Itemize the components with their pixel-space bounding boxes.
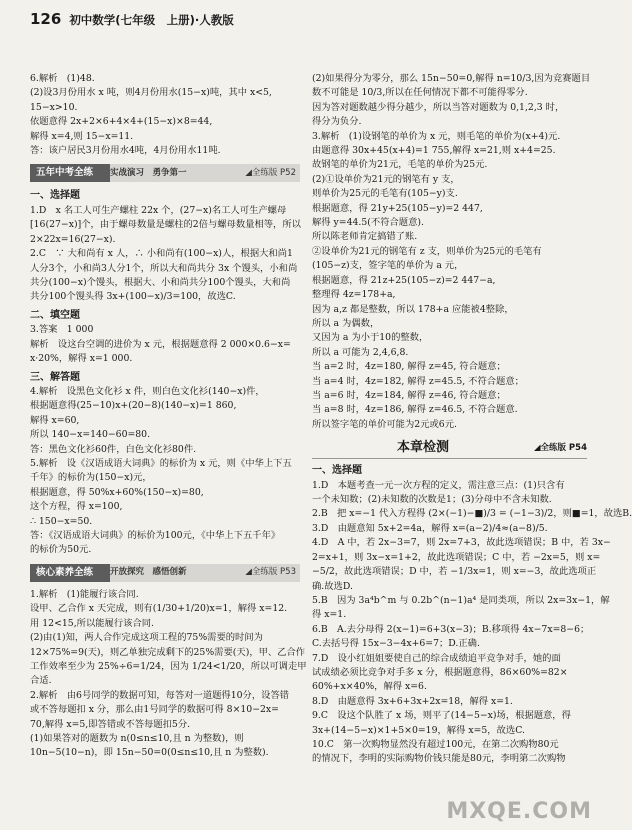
answer-block-continued <box>312 72 591 432</box>
text-line: 得 x=1. <box>312 609 347 621</box>
text-line: 4.D A 中，若 2x−3=7，则 2x=7+3，故此选项错误；B 中，若 3x− <box>312 537 611 549</box>
text-line: ②设单价为21元的钢笔有 z 支，则单价为25元的毛笔有 <box>312 245 542 257</box>
page-number: 126 <box>30 10 62 28</box>
text-line: 设甲、乙合作 x 天完成，则有(1/30+1/20)x=1，解得 x=12. <box>30 603 288 615</box>
text-line: 所以签字笔的单价可能为2元或6元. <box>312 418 457 430</box>
text-line: (1)如果答对的题数为 n(0≤n≤10,且 n 为整数)，则 <box>30 732 244 744</box>
text-line: x·20%，解得 x=1 000. <box>30 353 133 365</box>
text-line: 当 a=4 时，4z=182, 解得 z=45.5, 不符合题意； <box>312 375 524 387</box>
answer-block-core <box>30 588 307 761</box>
text-line: 4.解析 设黑色文化衫 x 件，则白色文化衫(140−x)件， <box>30 386 265 397</box>
text-line: ∴ 150−x=50. <box>30 515 93 527</box>
text-line: 根据题意得(25−10)x+(20−8)(140−x)=1 860, <box>30 400 237 412</box>
section-heading: 一、选择题 <box>312 465 362 477</box>
text-line: 所以 a 为偶数， <box>312 317 380 329</box>
text-line: 根据题意，得 21z+25(105−z)=2 447−a, <box>312 274 496 286</box>
text-line: 2×22x=16(27−x). <box>30 233 116 245</box>
text-line: 6.B A.去分母得 2(x−1)=6+3(x−3)；B.移项得 4x−7x=8−6； <box>312 623 590 635</box>
text-line: 3.答案 1 000 <box>30 324 94 336</box>
text-line: 的情况下，李明的实际购物价钱只能是80元，李明第二次购物 <box>312 753 566 765</box>
left-column <box>30 72 307 761</box>
text-line: 所以 140−x=140−60=80. <box>30 429 151 441</box>
text-line: 1.D 本题考查一元一次方程的定义，需注意三点：(1)只含有 <box>312 479 565 491</box>
text-line: 解析 设这台空调的进价为 x 元，根据题意得 2 000×0.6−x= <box>30 338 291 350</box>
text-line: 故钢笔的单价为21元，毛笔的单价为25元. <box>312 159 488 171</box>
text-line: 1.解析 (1)能履行该合同. <box>30 588 139 600</box>
text-line: 8.D 由题意得 3x+6+3x+2x=18，解得 x=1. <box>312 695 513 707</box>
text-line: 又因为 a 为小于10的整数， <box>312 332 429 344</box>
chapter-test-heading <box>312 438 587 459</box>
text-line: 解得 x=60, <box>30 414 80 426</box>
text-line: 数不可能是 10/3,所以在任何情况下都不可能得零分. <box>312 87 528 99</box>
section-banner-core-literacy <box>30 564 300 582</box>
answer-block-solve <box>30 385 300 558</box>
text-line: 当 a=2 时，4z=180, 解得 z=45, 符合题意； <box>312 361 506 373</box>
text-line: 2.B 把 x=−1 代入方程得 (2×(−1)−■)/3 = (−1−3)/2，则■=1，故选B. <box>312 508 632 520</box>
text-line: 所以 a 可能为 2,4,6,8. <box>312 346 409 358</box>
banner-page-ref: ◢全练版 P53 <box>245 567 296 578</box>
text-line: −5/2，故此选项错误；D 中，若 −1/3x=1，则 x=−3，故此选项正 <box>312 566 597 578</box>
text-line: 合适. <box>30 675 52 687</box>
text-line: 答：该户居民3月份用水4吨，4月份用水11吨. <box>30 145 221 157</box>
text-line: 因为 a,z 都是整数，所以 178+a 应能被4整除， <box>312 303 514 315</box>
text-line: 解得 y=44.5(不符合题意). <box>312 217 424 229</box>
answer-block-6 <box>30 72 300 158</box>
chapter-page-ref: ◢全练版 P54 <box>533 442 587 453</box>
text-line: 7.D 设小红姐姐要使自己的综合成绩追平竞争对手，她的面 <box>312 652 561 664</box>
text-line: 共分100个馒头得 3x+(100−x)/3=100，故选C. <box>30 291 236 303</box>
text-line: (2)①设单价为21元的钢笔有 y 支， <box>312 173 460 185</box>
text-line: (2)由(1)知，两人合作完成这项工程的75%需要的时间为 <box>30 632 263 644</box>
right-column <box>312 72 632 767</box>
chapter-title: 本章检测 <box>396 440 449 456</box>
text-line: 10.C 第一次购物显然没有超过100元，在第二次购物80元 <box>312 738 559 750</box>
text-line: 解得 x=4,则 15−x=11. <box>30 130 134 142</box>
text-line: 根据题意，得 50%x+60%(150−x)=80, <box>30 486 204 498</box>
text-line: 这个方程，得 x=100, <box>30 501 123 513</box>
text-line: 因为答对题数越少得分越少，所以当答对题数为 0,1,2,3 时， <box>312 101 565 113</box>
text-line: 10n−5(10−n)，即 15n−50=0(0≤n≤10,且 n 为整数). <box>30 747 269 759</box>
text-line: 则单价为25元的毛笔有(105−y)支. <box>312 188 458 200</box>
text-line: 依题意得 2x+2×6+4×4+(15−x)×8=44, <box>30 116 213 128</box>
text-line: 一个未知数；(2)未知数的次数是1；(3)分母中不含未知数. <box>312 494 552 506</box>
text-line: 2.C ∵ 大和尚有 x 人，∴ 小和尚有(100−x)人，根据大和尚1 <box>30 248 293 260</box>
text-line: 得分为负分. <box>312 116 362 128</box>
text-line: (2)如果得分为零分，那么 15n−50=0,解得 n=10/3,因为竞赛题目 <box>312 73 591 84</box>
text-line: 确.故选D. <box>312 580 353 592</box>
text-line: 3.D 由题意知 5x+2=4a，解得 x=(a−2)/4≈(a−8)/5. <box>312 522 548 534</box>
banner-subtitle: 开放探究 感悟创新 <box>110 567 187 578</box>
text-line: 人分3个，小和尚3人分1个，所以大和尚共分 3x 个馒头，小和尚 <box>30 262 298 274</box>
text-line: 由题意得 30x+45(x+4)=1 755,解得 x=21,则 x+4=25. <box>312 145 556 157</box>
text-line: 试成绩必须比竞争对手多 x 分，根据题意得，86×60%=82× <box>312 666 568 678</box>
text-line: 工作效率至少为 25%÷6=1/24，因为 1/24<1/20，所以可调走甲 <box>30 660 307 672</box>
text-line: 9.C 设这个队胜了 x 场，则平了(14−5−x)场，根据题意，得 <box>312 710 571 722</box>
text-line: 当 a=6 时，4z=184, 解得 z=46, 符合题意； <box>312 389 506 401</box>
banner-title: 核心素养全练 <box>36 566 94 578</box>
text-line: 整理得 4z=178+a, <box>312 289 396 301</box>
text-line: 5.B 因为 3a⁴b^m 与 0.2b^(n−1)a⁴ 是同类项，所以 2x=3x−1，解 <box>312 594 610 606</box>
text-line: 当 a=8 时，4z=186, 解得 z=46.5, 不符合题意. <box>312 404 518 416</box>
banner-subtitle: 实战演习 勇争第一 <box>110 167 187 178</box>
text-line: 的标价为50元. <box>30 544 92 556</box>
text-line: 3.解析 (1)设钢笔的单价为 x 元，则毛笔的单价为(x+4)元. <box>312 130 561 142</box>
answer-block-choice <box>30 204 300 305</box>
text-line: 答：《汉语成语大词典》的标价为100元，《中华上下五千年》 <box>30 530 281 542</box>
text-line: 答：黑色文化衫60件，白色文化衫80件. <box>30 443 197 455</box>
text-line: 12×75%=9(天)，则乙单独完成剩下的25%需要(天)，甲、乙合作 <box>30 646 306 658</box>
text-line: 或不答每题扣 x 分，那么由1号同学的数据可得 8×10−2x= <box>30 704 279 716</box>
text-line: 2.解析 由6号同学的数据可知，每答对一道题得10分，设答错 <box>30 689 290 701</box>
text-line: 60%+x×40%，解得 x=6. <box>312 681 427 693</box>
text-line: 5.解析 设《汉语成语大词典》的标价为 x 元，则《中华上下五 <box>30 458 292 470</box>
text-line: 15−x>10. <box>30 101 78 113</box>
section-heading: 三、解答题 <box>30 371 80 383</box>
section-heading: 二、填空题 <box>30 309 80 321</box>
text-line: 所以陈老师肯定搞错了账. <box>312 231 418 243</box>
text-line: 6.解析 (1)48. <box>30 73 95 84</box>
answer-block-chapter-test <box>312 479 632 767</box>
page-header <box>30 10 590 32</box>
text-line: (2)设3月份用水 x 吨，则4月份用水(15−x)吨，其中 x<5, <box>30 87 272 99</box>
section-heading: 一、选择题 <box>30 190 80 202</box>
text-line: 70,解得 x=5,即答错或不答每题扣5分. <box>30 718 191 730</box>
banner-title: 五年中考全练 <box>36 167 94 179</box>
text-line: 根据题意，得 21y+25(105−y)=2 447, <box>312 202 483 214</box>
text-line: 千年》的标价为(150−x)元， <box>30 472 152 484</box>
text-line: 共分(100−x)个馒头，根据大、小和尚共分100个馒头，大和尚 <box>30 276 291 288</box>
banner-page-ref: ◢全练版 P52 <box>245 167 296 178</box>
text-line: 1.D x 名工人可生产螺柱 22x 个，(27−x)名工人可生产螺母 <box>30 204 287 216</box>
watermark: MXQE.COM <box>446 799 592 824</box>
book-title: 初中数学(七年级 上册)·人教版 <box>69 13 234 27</box>
text-line: (105−z)支，签字笔的单价为 a 元， <box>312 260 464 272</box>
answer-block-fill <box>30 323 300 366</box>
text-line: [16(27−x)]个，由于螺母数量是螺柱的2倍与螺母数量相等，所以 <box>30 219 301 231</box>
text-line: 2=x+1，则 3x−x=1+2，故此选项错误；C 中，若 −2x=5，则 x= <box>312 551 601 563</box>
text-line: 用 12<15,所以能履行该合同. <box>30 617 154 629</box>
section-banner-five-year <box>30 164 300 182</box>
text-line: 3x+(14−5−x)×1+5×0=19，解得 x=5，故选C. <box>312 724 525 736</box>
text-line: C.去括号得 15x−3−4x+6=7；D.正确. <box>312 638 480 650</box>
